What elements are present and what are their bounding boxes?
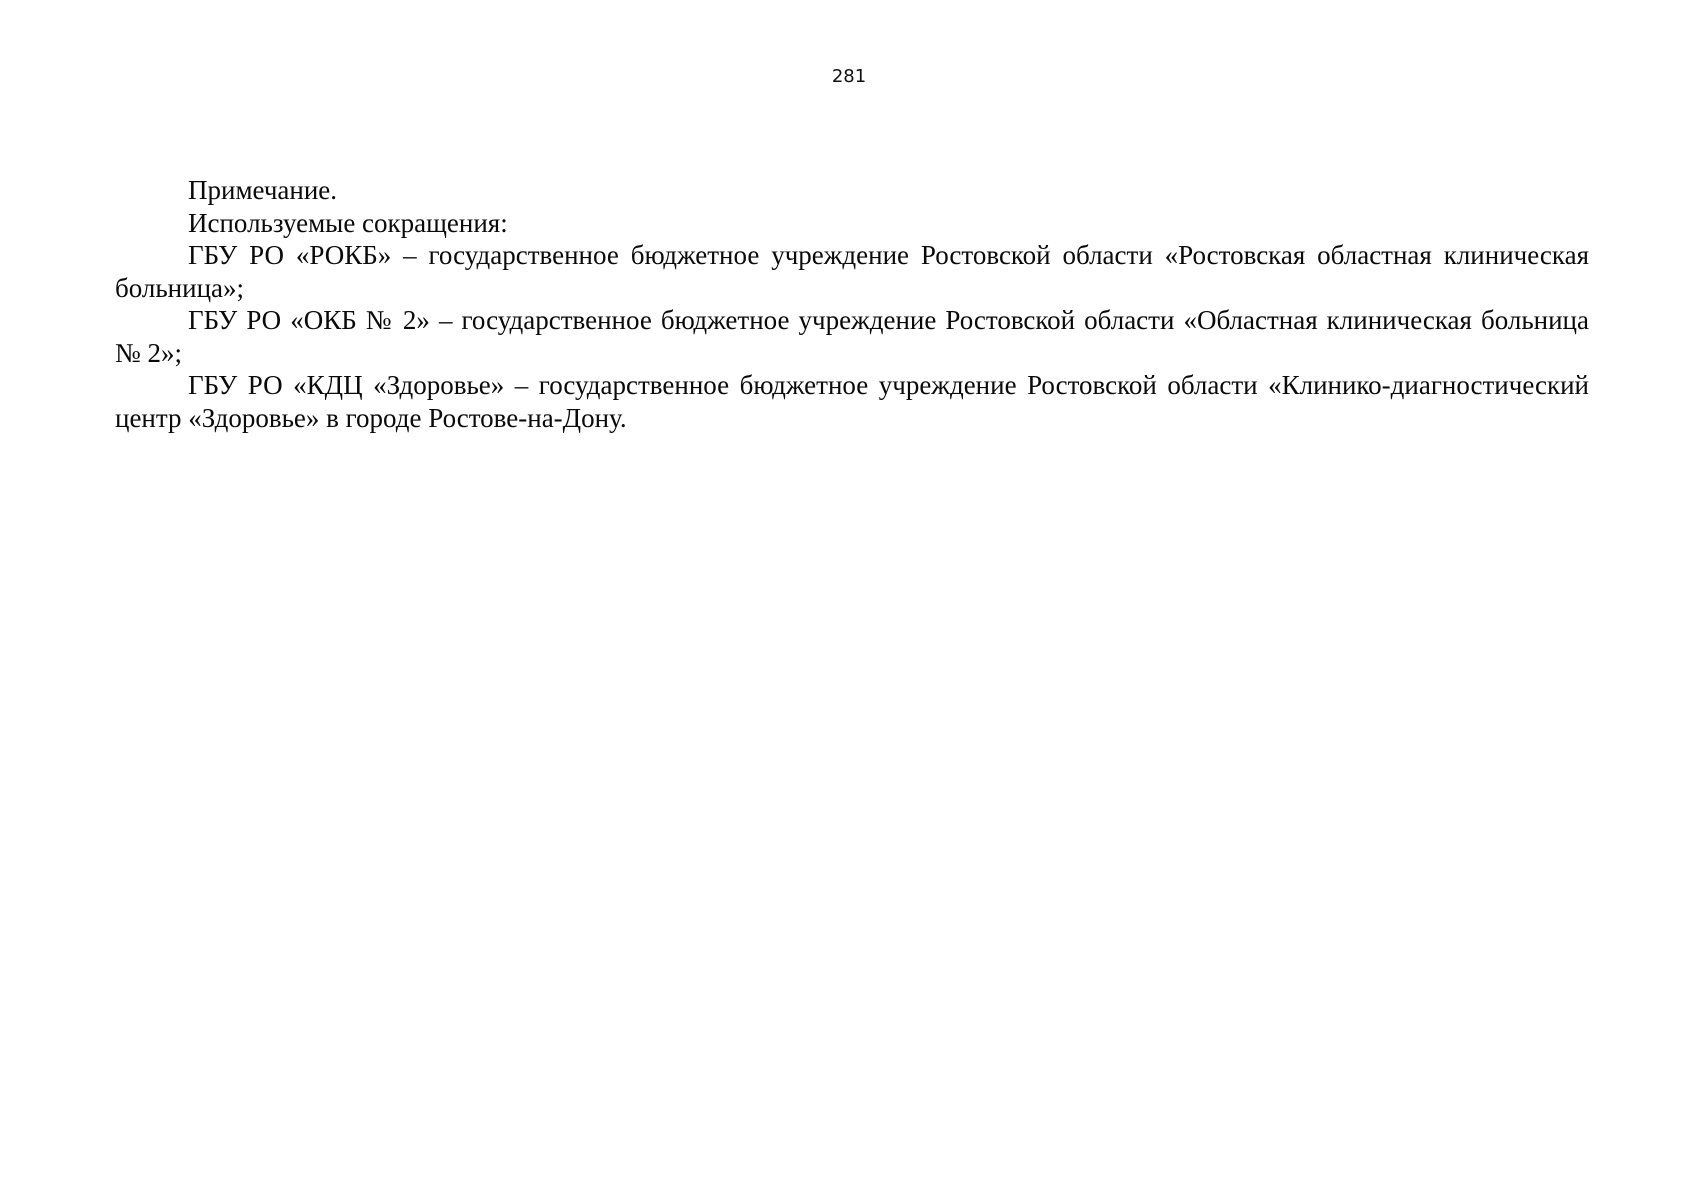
- abbreviation-item: ГБУ РО «ОКБ № 2» – государственное бюджетное учреждение Ростовской области «Областная клиническая больница № 2»;: [115, 305, 1589, 368]
- note-subheading: Используемые сокращения:: [188, 207, 508, 238]
- note-heading: Примечание.: [188, 175, 338, 205]
- page-number: 281: [831, 66, 867, 87]
- abbreviation-item: ГБУ РО «РОКБ» – государственное бюджетное учреждение Ростовской области «Ростовская областная клиническая больница»;: [115, 240, 1589, 303]
- note-section: [115, 174, 1589, 434]
- abbreviation-item: ГБУ РО «КДЦ «Здоровье» – государственное бюджетное учреждение Ростовской области «Клинико-диагностический центр «Здоровье» в городе Ростове-на-Дону.: [115, 370, 1589, 433]
